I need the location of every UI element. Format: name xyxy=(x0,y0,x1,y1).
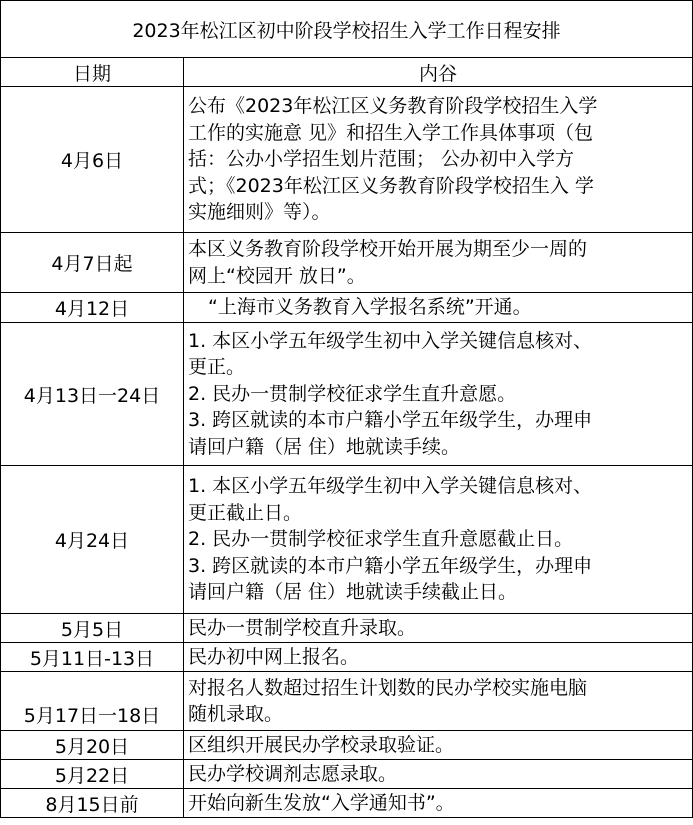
content-line: 实施细则》等）。 xyxy=(188,201,331,224)
table-row xyxy=(1,672,693,731)
content-line: 工作的实施意 见》和招生入学工作具体事项（包 xyxy=(188,121,594,144)
content-cell xyxy=(184,760,693,789)
table-row xyxy=(1,466,693,614)
table-row xyxy=(1,731,693,760)
title-row xyxy=(1,1,693,58)
content-cell xyxy=(184,323,693,466)
content-line: 1. 本区小学五年级学生初中入学关键信息核对、 xyxy=(188,475,593,498)
content-line: 随机录取。 xyxy=(188,703,284,725)
date-cell: 4月24日 xyxy=(1,466,184,614)
content-line: 更正。 xyxy=(188,356,246,379)
content-cell xyxy=(184,672,693,731)
content-cell xyxy=(184,731,693,760)
content-line: 请回户籍（居 住）地就读手续截止日。 xyxy=(188,581,518,604)
table-row xyxy=(1,760,693,789)
content-line: 2. 民办一贯制学校征求学生直升意愿。 xyxy=(188,382,517,405)
content-cell xyxy=(184,293,693,323)
header-row xyxy=(1,58,693,87)
content-cell xyxy=(184,643,693,672)
column-header-content: 内谷 xyxy=(184,58,693,87)
table-row xyxy=(1,789,693,818)
date-cell: 4月12日 xyxy=(1,293,184,323)
table-row xyxy=(1,233,693,293)
content-line: 对报名人数超过招生计划数的民办学校实施电脑 xyxy=(188,676,588,699)
content-line: 网上“校园开 放日”。 xyxy=(188,264,366,287)
content-line: 2. 民办一贯制学校征求学生直升意愿截止日。 xyxy=(188,528,574,551)
date-cell: 8月15日前 xyxy=(1,789,184,818)
date-cell: 5月11日-13日 xyxy=(1,643,184,672)
content-line: 3. 跨区就读的本市户籍小学五年级学生，办理申 xyxy=(188,409,593,432)
content-line: 民办一贯制学校直升录取。 xyxy=(188,616,417,639)
table-row xyxy=(1,87,693,233)
content-cell xyxy=(184,87,693,233)
content-cell xyxy=(184,466,693,614)
content-line: 请回户籍（居 住）地就读手续。 xyxy=(188,435,461,458)
content-line: 3. 跨区就读的本市户籍小学五年级学生，办理申 xyxy=(188,554,593,577)
content-line: 式；《2023年松江区义务教育阶段学校招生入 学 xyxy=(188,174,594,197)
content-cell xyxy=(184,233,693,293)
table-row xyxy=(1,293,693,323)
table-row xyxy=(1,643,693,672)
column-header-date: 日期 xyxy=(1,58,184,87)
content-line: 民办初中网上报名。 xyxy=(188,645,360,668)
content-cell xyxy=(184,614,693,643)
table-title: 2023年松江区初中阶段学校招生入学工作日程安排 xyxy=(1,1,693,58)
date-cell: 5月17日一18日 xyxy=(1,672,184,731)
content-line: 区组织开展民办学校录取验证。 xyxy=(188,733,455,756)
content-line: 1. 本区小学五年级学生初中入学关键信息核对、 xyxy=(188,329,593,352)
date-cell: 5月22日 xyxy=(1,760,184,789)
table-row xyxy=(1,614,693,643)
date-cell: 5月5日 xyxy=(1,614,184,643)
table-row xyxy=(1,323,693,466)
content-line: 公布《2023年松江区义务教育阶段学校招生入学 xyxy=(188,95,598,118)
content-line: “上海市义务教育入学报名系统”开通。 xyxy=(208,296,532,319)
content-line: 开始向新生发放“入学通知书”。 xyxy=(188,791,455,814)
date-cell: 5月20日 xyxy=(1,731,184,760)
content-line: 民办学校调剂志愿录取。 xyxy=(188,762,398,785)
date-cell: 4月13日一24日 xyxy=(1,323,184,466)
content-line: 本区义务教育阶段学校开始开展为期至少一周的 xyxy=(188,238,588,260)
content-cell xyxy=(184,789,693,818)
content-line: 更正截止日。 xyxy=(188,501,303,524)
content-line: 括：公办小学招生划片范围； 公办初中入学方 xyxy=(188,148,575,171)
date-cell: 4月7日起 xyxy=(1,233,184,293)
date-cell: 4月6日 xyxy=(1,87,184,233)
